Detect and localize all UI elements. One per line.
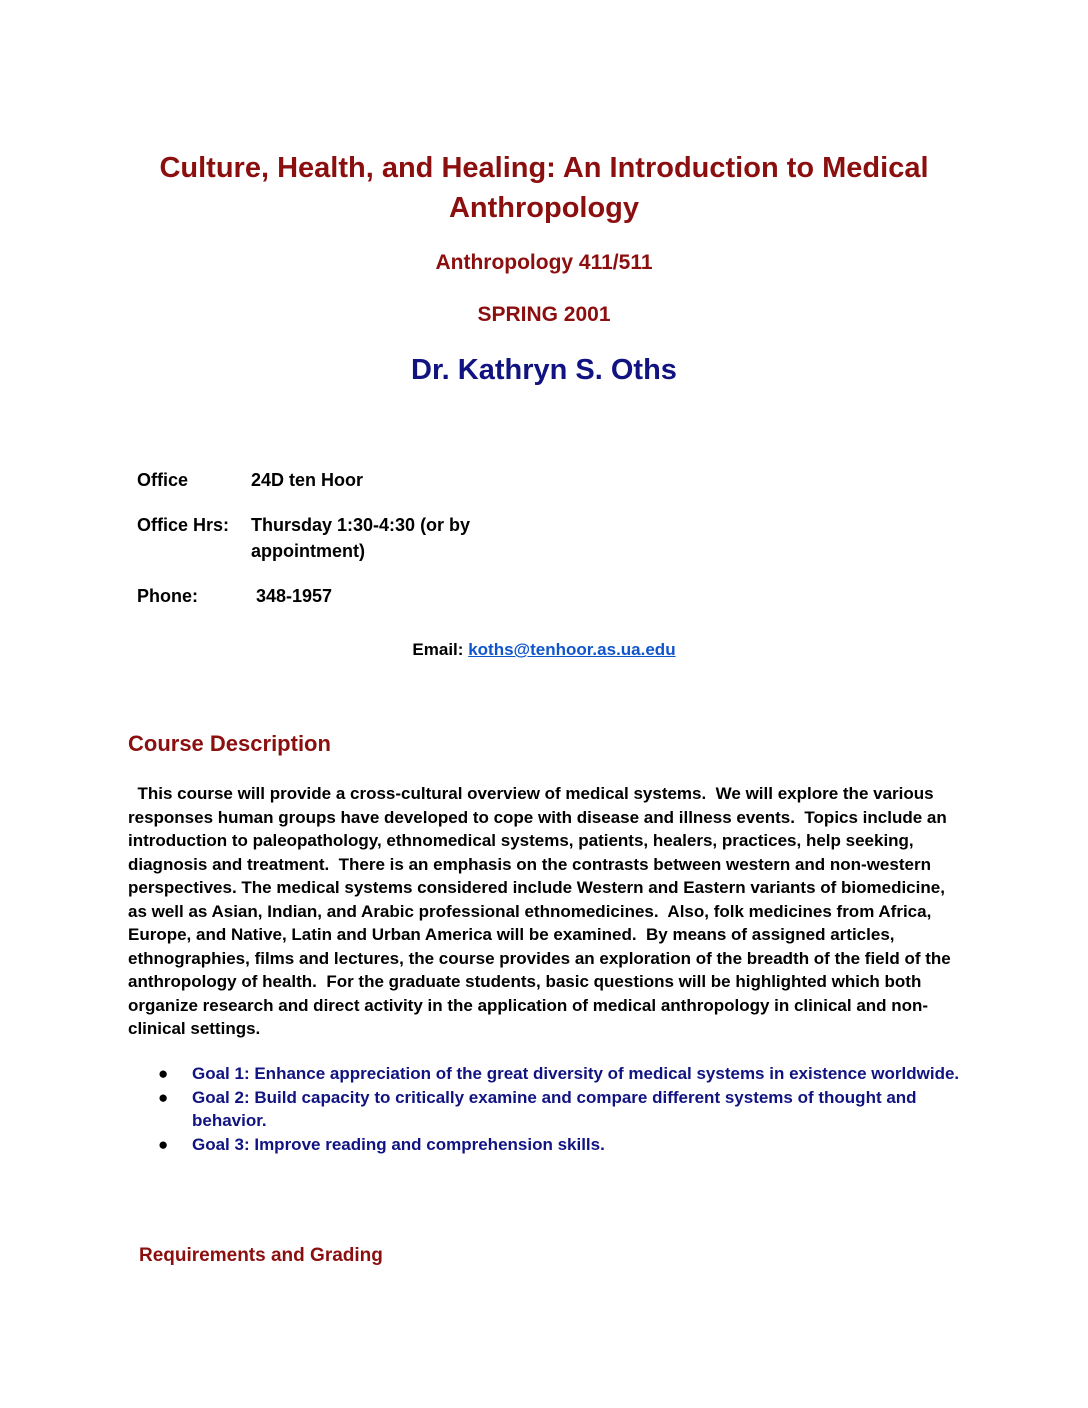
bullet-icon: ● — [158, 1064, 169, 1083]
phone-label: Phone: — [137, 586, 198, 606]
instructor-name: Dr. Kathryn S. Oths — [411, 354, 677, 386]
course-description-heading: Course Description — [128, 731, 331, 756]
bullet-icon: ● — [158, 1087, 169, 1107]
goal-item — [158, 1086, 966, 1133]
email-line — [0, 640, 1088, 660]
goal-text: Goal 3: Improve reading and comprehension skills. — [192, 1134, 605, 1154]
course-title: Culture, Health, and Healing: An Introduction to Medical Anthropology — [159, 152, 929, 224]
office-label: Office — [137, 470, 189, 490]
office-row — [137, 467, 537, 493]
requirements-heading: Requirements and Grading — [139, 1245, 383, 1266]
goal-item — [158, 1133, 966, 1157]
goal-text: Goal 2: Build capacity to critically examine and compare different systems of thought and behavior. — [192, 1087, 917, 1130]
course-description-body: This course will provide a cross-cultural overview of medical systems. We will explore the various responses human groups have developed to cope with disease and illness events. Topics include an introduction to paleopathology, ethnomedical systems, patients, healers, practices, help seeking, diagnosis and treatment. There is an emphasis on the contrasts between western and non-western perspectives. The medical systems considered include Western and Eastern variants of biomedicine, as well as Asian, Indian, and Arabic professional ethnomedicines. Also, folk medicines from Africa, Europe, and Native, Latin and Urban America will be examined. By means of assigned articles, ethnographies, films and lectures, the course provides an exploration of the breadth of the field of the anthropology of health. For the graduate students, basic questions will be highlighted which both organize research and direct activity in the application of medical anthropology in clinical and non-clinical settings. — [128, 784, 956, 1038]
phone-row — [137, 583, 537, 609]
office-hours-label: Office Hrs: — [137, 515, 230, 535]
contact-info-table — [137, 467, 537, 628]
email-link[interactable]: koths@tenhoor.as.ua.edu — [468, 640, 676, 659]
phone-value: 348-1957 — [251, 586, 333, 606]
goals-list — [158, 1062, 966, 1156]
office-hours-value: Thursday 1:30-4:30 (or by appointment) — [251, 515, 471, 561]
goal-text: Goal 1: Enhance appreciation of the great diversity of medical systems in existence worldwide. — [192, 1064, 960, 1083]
office-value: 24D ten Hoor — [251, 470, 364, 490]
bullet-icon: ● — [158, 1134, 169, 1154]
goal-item — [158, 1062, 966, 1086]
email-label: Email: — [412, 640, 464, 659]
course-number: Anthropology 411/511 — [435, 251, 653, 274]
office-hours-row — [137, 512, 537, 564]
term: SPRING 2001 — [477, 303, 611, 326]
